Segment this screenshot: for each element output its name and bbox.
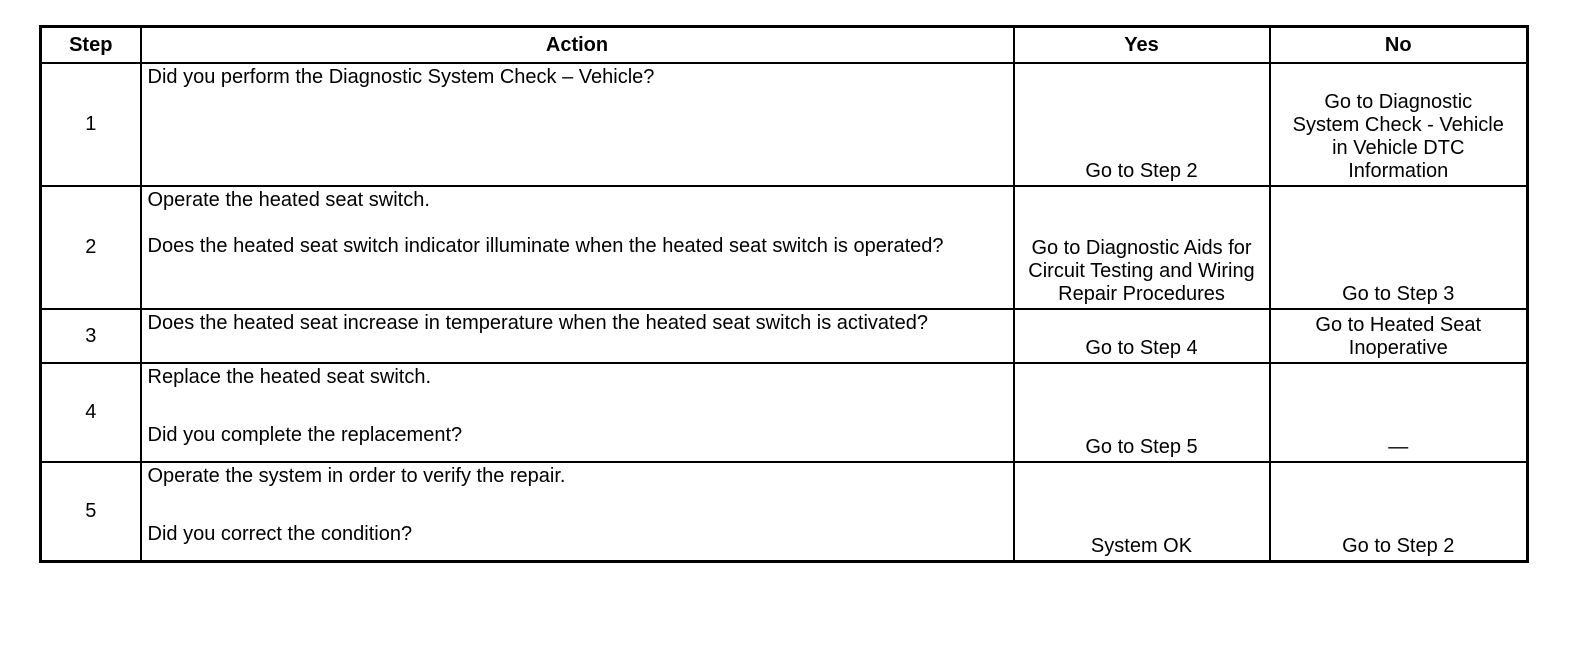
action-text: Did you perform the Diagnostic System Check – Vehicle? (147, 66, 655, 88)
table-row (41, 462, 1528, 562)
yes-cell: Go to Step 2 (1014, 63, 1270, 186)
step-number: 4 (41, 363, 141, 462)
header-yes: Yes (1014, 27, 1270, 64)
no-cell: — (1270, 363, 1528, 462)
no-cell: Go to Step 3 (1270, 186, 1528, 309)
no-cell: Go to Heated Seat Inoperative (1270, 309, 1528, 363)
table-header-row (41, 27, 1528, 64)
step-number: 3 (41, 309, 141, 363)
action-question: Did you complete the replacement? (147, 424, 463, 446)
action-cell (141, 363, 1014, 462)
yes-cell: System OK (1014, 462, 1270, 562)
action-question: Does the heated seat switch indicator illuminate when the heated seat switch is operated? (147, 235, 944, 257)
action-text: Operate the system in order to verify the repair. (147, 465, 566, 487)
step-number: 2 (41, 186, 141, 309)
table-row (41, 186, 1528, 309)
header-no: No (1270, 27, 1528, 64)
action-text: Operate the heated seat switch. (147, 189, 430, 211)
yes-cell: Go to Step 5 (1014, 363, 1270, 462)
action-cell (141, 186, 1014, 309)
header-step: Step (41, 27, 141, 64)
yes-cell: Go to Step 4 (1014, 309, 1270, 363)
table-row (41, 63, 1528, 186)
action-text: Replace the heated seat switch. (147, 366, 432, 388)
no-cell: Go to Step 2 (1270, 462, 1528, 562)
action-text: Does the heated seat increase in temperature when the heated seat switch is activated? (147, 312, 928, 334)
no-cell: Go to Diagnostic System Check - Vehicle in Vehicle DTC Information (1270, 63, 1528, 186)
table-row (41, 363, 1528, 462)
yes-cell: Go to Diagnostic Aids for Circuit Testing and Wiring Repair Procedures (1014, 186, 1270, 309)
action-cell (141, 462, 1014, 562)
step-number: 1 (41, 63, 141, 186)
header-action: Action (141, 27, 1014, 64)
table-row (41, 309, 1528, 363)
action-cell (141, 63, 1014, 186)
diagnostic-table (39, 25, 1529, 563)
step-number: 5 (41, 462, 141, 562)
action-question: Did you correct the condition? (147, 523, 413, 545)
action-cell (141, 309, 1014, 363)
